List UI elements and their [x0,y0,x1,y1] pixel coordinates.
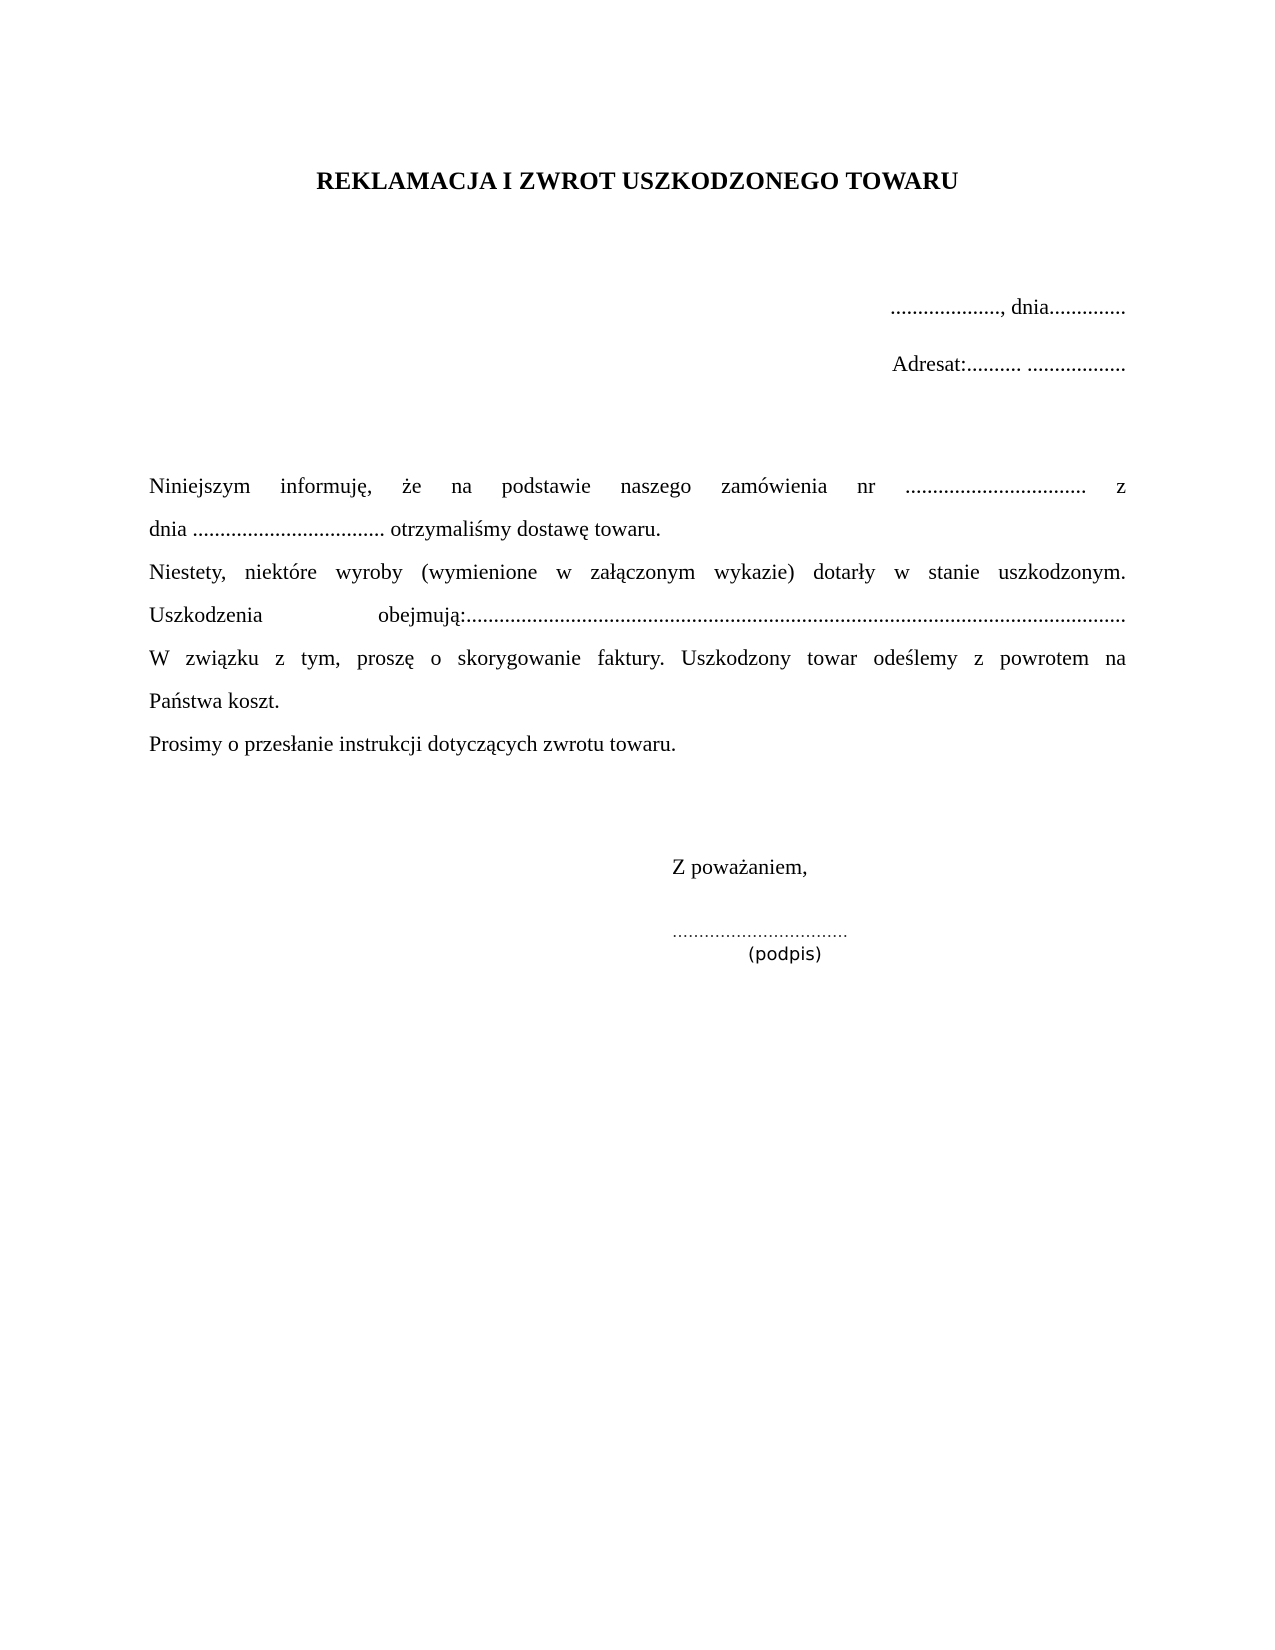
signature-label: (podpis) [748,944,822,965]
letter-body [149,464,1126,765]
body-line-delivery: dnia ................................... otrzymaliśmy dostawę towaru. [149,516,662,541]
body-line-correction: W związku z tym, proszę o skorygowanie faktury. Uszkodzony towar odeślemy z powrotem na [149,645,1126,670]
addressee-line: Adresat:.......... .................. [891,351,1126,376]
body-line-order: Niniejszym informuję, że na podstawie naszego zamówienia nr ................................. z [149,473,1126,498]
body-line-damage-scope: Uszkodzenia obejmują:........................................................................................................................ [149,602,1126,627]
signature-line: …………………………… [672,922,848,941]
body-line-damaged: Niestety, niektóre wyroby (wymienione w załączonym wykazie) dotarły w stanie uszkodzonym. [149,559,1126,584]
place-date-line: ...................., dnia.............. [890,294,1126,319]
body-line-instructions: Prosimy o przesłanie instrukcji dotyczących zwrotu towaru. [149,731,677,756]
body-line-cost: Państwa koszt. [149,688,280,713]
closing-greeting: Z poważaniem, [672,854,808,879]
document-title: REKLAMACJA I ZWROT USZKODZONEGO TOWARU [316,168,959,195]
